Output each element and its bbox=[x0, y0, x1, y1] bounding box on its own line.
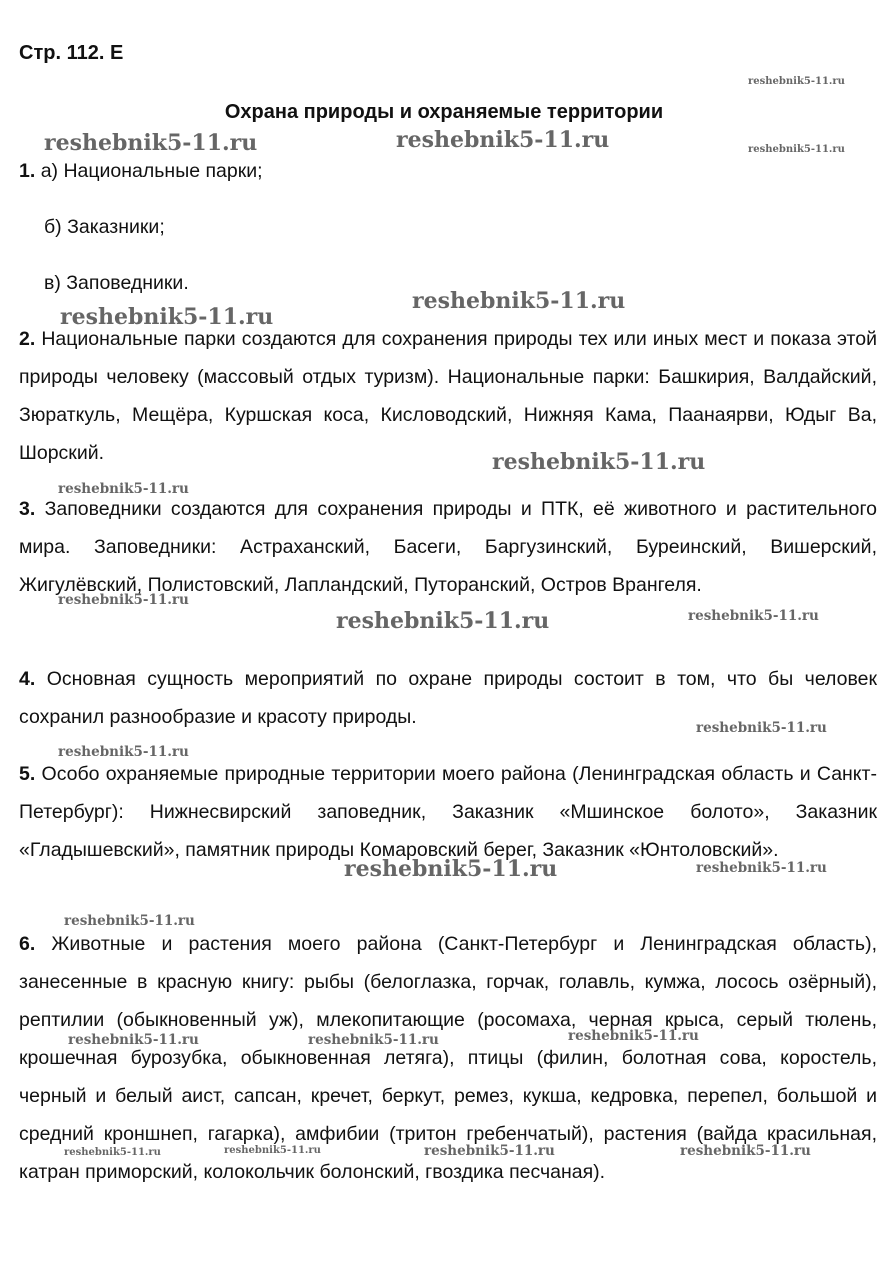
watermark: reshebnik5-11.ru bbox=[68, 1032, 199, 1048]
answer-2-number: 2. bbox=[19, 328, 36, 350]
answer-1-item-c: в) Заповедники. bbox=[44, 272, 189, 294]
watermark: reshebnik5-11.ru bbox=[748, 144, 845, 155]
answer-6-text: Животные и растения моего района (Санкт-Петербург и Ленинградская область), занесенные в красную книгу: рыбы (белоглазка, горчак, голавль, кумжа, лосось озёрный), рептилии (обыкновенный уж), млекопитающие (росомаха, черная крыса, серый тюлень, крошечная бурозубка, обыкновенная летяга), птицы (филин, болотная сова, коростель, черный и белый аист, сапсан, кречет, беркут, ремез, кукша, кедровка, перепел, большой и средний кроншнеп, гагарка), амфибии (тритон гребенчатый), растения (вайда красильная, катран приморский, колокольчик болонский, гвоздика песчаная). bbox=[19, 933, 877, 1183]
watermark: reshebnik5-11.ru bbox=[308, 1032, 439, 1048]
watermark: reshebnik5-11.ru bbox=[344, 856, 558, 882]
answer-3-text: Заповедники создаются для сохранения природы и ПТК, её животного и растительного мира. Заповедники: Астраханский, Басеги, Баргузинский, Буреинский, Вишерский, Жигулёвский, Полистовский, Лапландский, Путоранский, Остров Врангеля. bbox=[19, 498, 877, 596]
answer-1-item-a-text: а) Национальные парки; bbox=[40, 160, 263, 182]
watermark: reshebnik5-11.ru bbox=[224, 1145, 321, 1156]
answer-1-number: 1. bbox=[19, 160, 36, 182]
watermark: reshebnik5-11.ru bbox=[492, 449, 706, 475]
watermark: reshebnik5-11.ru bbox=[696, 860, 827, 876]
watermark: reshebnik5-11.ru bbox=[58, 592, 189, 608]
watermark: reshebnik5-11.ru bbox=[568, 1028, 699, 1044]
watermark: reshebnik5-11.ru bbox=[44, 130, 258, 156]
watermark: reshebnik5-11.ru bbox=[60, 304, 274, 330]
page-label: Стр. 112. Е bbox=[19, 42, 124, 64]
watermark: reshebnik5-11.ru bbox=[58, 481, 189, 497]
watermark: reshebnik5-11.ru bbox=[412, 288, 626, 314]
answer-2-text: Национальные парки создаются для сохранения природы тех или иных мест и показа этой природы человеку (массовый отдых туризм). Национальные парки: Башкирия, Валдайский, Зюраткуль, Мещёра, Куршская коса, Кисловодский, Нижняя Кама, Паанаярви, Юдыг Ва, Шорский. bbox=[19, 328, 877, 464]
watermark: reshebnik5-11.ru bbox=[688, 608, 819, 624]
answer-4-number: 4. bbox=[19, 668, 36, 690]
answer-1-item-a bbox=[19, 152, 263, 190]
answer-5-number: 5. bbox=[19, 763, 36, 785]
watermark: reshebnik5-11.ru bbox=[696, 720, 827, 736]
watermark: reshebnik5-11.ru bbox=[64, 913, 195, 929]
answer-2 bbox=[19, 320, 877, 472]
answer-5-text: Особо охраняемые природные территории моего района (Ленинградская область и Санкт-Петербург): Нижнесвирский заповедник, Заказник «Мшинское болото», Заказник «Гладышевский», памятник природы Комаровский берег, Заказник «Юнтоловский». bbox=[19, 763, 877, 861]
answer-4-text: Основная сущность мероприятий по охране природы состоит в том, что бы человек сохранил разнообразие и красоту природы. bbox=[19, 668, 877, 728]
watermark: reshebnik5-11.ru bbox=[424, 1143, 555, 1159]
answer-5 bbox=[19, 755, 877, 869]
answer-3-number: 3. bbox=[19, 498, 36, 520]
answer-3 bbox=[19, 490, 877, 604]
watermark: reshebnik5-11.ru bbox=[336, 608, 550, 634]
answer-6-number: 6. bbox=[19, 933, 36, 955]
watermark: reshebnik5-11.ru bbox=[64, 1147, 161, 1158]
watermark: reshebnik5-11.ru bbox=[396, 127, 610, 153]
page-title: Охрана природы и охраняемые территории bbox=[224, 101, 664, 123]
watermark: reshebnik5-11.ru bbox=[58, 744, 189, 760]
watermark: reshebnik5-11.ru bbox=[680, 1143, 811, 1159]
answer-1-item-b: б) Заказники; bbox=[44, 216, 165, 238]
watermark: reshebnik5-11.ru bbox=[748, 76, 845, 87]
